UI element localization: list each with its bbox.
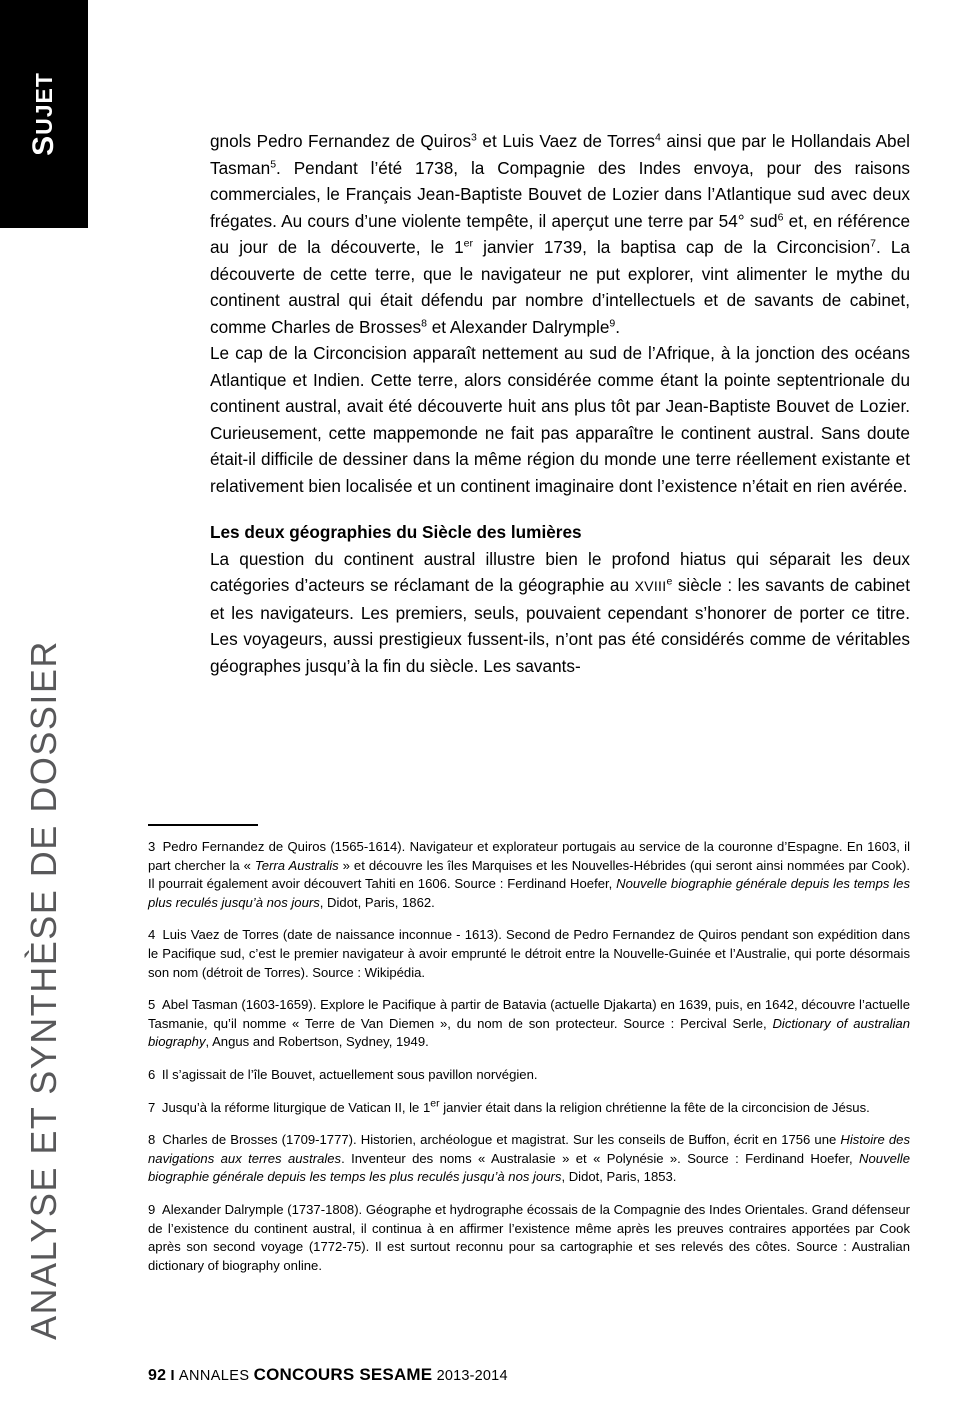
footer-brand: CONCOURS SESAME [253, 1365, 433, 1384]
sidebar-tab-label-rest: UJET [30, 72, 57, 135]
smallcaps-run: XVIII [634, 578, 667, 594]
text-run: La question du continent austral illustre bien le profond hiatus qui séparait les deux catégories d’acteurs se réclamant de la géographie au [210, 548, 910, 595]
text-run: gnols Pedro Fernandez de Quiros [210, 131, 472, 151]
footnote-number: 9 [148, 1201, 159, 1217]
footer-page-number: 92 [148, 1367, 167, 1384]
footnote-marker: 6 [777, 210, 784, 223]
section-heading: Les deux géographies du Siècle des lumières [210, 522, 582, 542]
footnote-item [148, 838, 910, 912]
text-run: , Didot, Paris, 1853. [561, 1169, 677, 1185]
footnote-list [148, 838, 910, 1275]
text-run: Il s’agissait de l’île Bouvet, actuellement sous pavillon norvégien. [161, 1066, 538, 1082]
footnote-number: 7 [148, 1099, 159, 1115]
text-run: , Didot, Paris, 1862. [319, 894, 435, 910]
left-sidebar [0, 0, 88, 1417]
text-run: janvier était dans la religion chrétienne la fête de la circoncision de Jésus. [439, 1099, 870, 1115]
footnote-separator-rule [148, 824, 258, 826]
sidebar-tab-label-initial: S [27, 134, 60, 156]
text-run: Abel Tasman (1603-1659). Explore le Pacifique à partir de Batavia (actuelle Djakarta) en 1639, puis, en 1642, découvre l’actuelle Tasmanie, qu’il nomme « Terre de Van Diemen », du nom de son protecteur. Source : Percival Serle, [148, 997, 910, 1031]
text-run: janvier 1739, la baptisa cap de la Circoncision [473, 237, 871, 257]
paragraph-2 [210, 340, 910, 499]
footnote-item [148, 996, 910, 1052]
text-run: . Pendant l’été 1738, la Compagnie des Indes envoya, pour des raisons commerciales, le Français Jean-Baptiste Bouvet de Lozier dans l’Atlantique sud avec deux frégates. Au cours d’une violente tempête, il aperçut une terre par 54° sud [210, 157, 910, 231]
footnote-marker: 3 [471, 131, 477, 144]
footer-years: 2013-2014 [436, 1368, 508, 1384]
text-run: . [615, 316, 621, 337]
footnote-item [148, 1131, 910, 1187]
footnote-marker: 4 [654, 131, 661, 144]
footnote-item [148, 1201, 910, 1275]
main-text-column [210, 128, 910, 679]
italic-run: Nouvelle biographie générale depuis les temps les plus reculés jusqu’à nos jours [148, 876, 910, 910]
footnote-item [148, 1099, 910, 1118]
footnote-number: 5 [148, 997, 160, 1013]
footnote-item [148, 1066, 910, 1085]
footnote-number: 3 [148, 839, 160, 854]
paragraph-1 [210, 128, 910, 340]
text-run: et, en référence au jour de la découverte, le 1 [210, 210, 911, 257]
paragraph-3 [210, 546, 910, 680]
footnote-marker: 5 [270, 157, 277, 170]
footnote-marker: 8 [421, 316, 427, 329]
text-run: et Alexander Dalrymple [426, 316, 610, 337]
text-run: » et découvre les îles Marquises et les Nouvelles-Hébrides (qui seront ainsi nommées par Cook). Il pourrait également avoir découvert Tahiti en 1606. Source : Ferdinand Hoefer, [148, 857, 910, 892]
text-run: . Inventeur des noms « Australasie » et « Polynésie ». Source : Ferdinand Hoefer, [341, 1150, 860, 1166]
footnote-item [148, 926, 910, 982]
footnote-marker: 7 [870, 237, 876, 250]
footnotes-block [148, 824, 910, 1289]
footnote-marker: 9 [609, 316, 616, 329]
footnote-number: 6 [148, 1066, 159, 1082]
footnote-marker: er [430, 1097, 440, 1110]
text-run: Luis Vaez de Torres (date de naissance inconnue - 1613). Second de Pedro Fernandez de Quiros pendant son expédition dans le Pacifique sud, c’est le premier navigateur à avoir emprunté le détroit entre la Nouvelle-Guinée et l’Australie, qui porte désormais son nom (détroit de Torres). Source : Wikipédia. [148, 927, 910, 980]
text-run: Pedro Fernandez de Quiros (1565-1614). Navigateur et explorateur portugais au service de la couronne d’Espagne. En 1603, il part chercher la « [148, 839, 910, 873]
footer-annales-label: ANNALES [178, 1368, 250, 1384]
text-run: ainsi que par le Hollandais Abel Tasman [210, 131, 910, 178]
text-run: Le cap de la Circoncision apparaît nettement au sud de l’Afrique, à la jonction des océans Atlantique et Indien. Cette terre, alors considérée comme étant la pointe septentrionale du continent austral, avait été découverte huit ans plus tôt par Jean-Baptiste Bouvet de Lozier. Curieusement, cette mappemonde ne fait pas apparaître le continent austral. Sans doute était-il difficile de dessiner dans la même région du monde une terre réellement existante et relativement bien localisée et un continent imaginaire dont l’existence n’était en rien avérée. [210, 343, 910, 496]
italic-run: Nouvelle biographie générale depuis les temps les plus reculés jusqu’à nos jours [148, 1150, 910, 1185]
italic-run: Terra Australis [254, 857, 339, 873]
page-footer [148, 1365, 508, 1385]
footnote-marker: er [463, 237, 474, 250]
footnote-number: 8 [148, 1132, 160, 1148]
sidebar-tab-label [0, 0, 88, 228]
text-run: Alexander Dalrymple (1737-1808). Géographe et hydrographe écossais de la Compagnie des Indes Orientales. Grand défenseur de l’existence du continent austral, il continua à en affirmer l’existence même après les preuves contraires apportées par Cook après son second voyage (1772-75). Il est surtout reconnu pour sa cartographie et ses relevés des côtes. Source : Australian dictionary of biography online. [148, 1201, 911, 1273]
text-run: . La découverte de cette terre, que le navigateur ne put explorer, vint alimenter le mythe du continent austral qui était défendu par nombre d’intellectuels et de savants de cabinet, comme Charles de Brosses [210, 237, 910, 337]
text-run: et Luis Vaez de Torres [476, 131, 655, 151]
footer-separator: I [170, 1368, 175, 1384]
text-run: , Angus and Robertson, Sydney, 1949. [205, 1034, 429, 1050]
text-run: siècle : les savants de cabinet et les navigateurs. Les premiers, seuls, pouvaient cependant s’honorer de porter ce titre. Les voyageurs, aussi prestigieux fussent-ils, n’ont pas été considérés comme de véritables géographes jusqu’à la fin du siècle. Les savants- [210, 575, 910, 676]
italic-run: Histoire des navigations aux terres australes [148, 1132, 910, 1166]
text-run: Jusqu’à la réforme liturgique de Vatican II, le 1 [161, 1099, 431, 1115]
sidebar-section-title: ANALYSE ET SYNTHÈSE DE DOSSIER [23, 640, 64, 1340]
italic-run: Dictionary of australian biography [148, 1015, 910, 1050]
text-run: Charles de Brosses (1709-1777). Historien, archéologue et magistrat. Sur les conseils de Buffon, écrit en 1756 une [162, 1132, 841, 1148]
footnote-number: 4 [148, 927, 160, 943]
footnote-marker: e [666, 575, 673, 588]
